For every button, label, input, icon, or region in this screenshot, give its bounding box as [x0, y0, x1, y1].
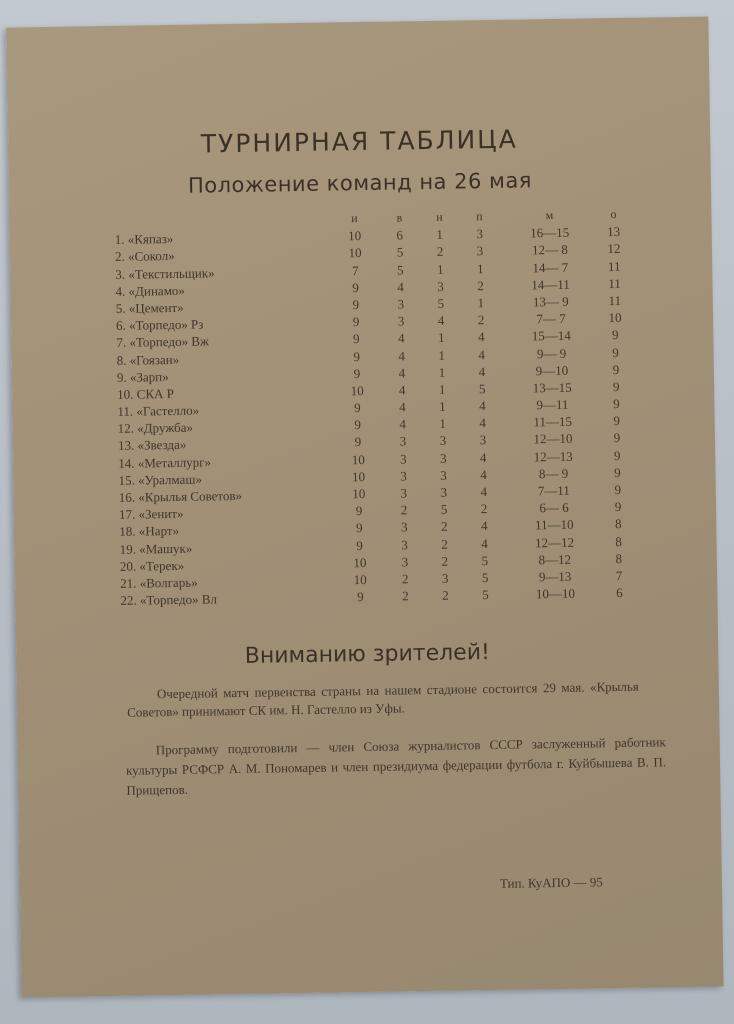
- cell-games: 10: [352, 485, 366, 502]
- cell-games: 9: [352, 331, 360, 347]
- cell-draws: 1: [439, 415, 447, 432]
- cell-draws: 2: [440, 519, 448, 535]
- cell-games: 9: [356, 537, 363, 553]
- cell-goals: 9—10: [535, 362, 569, 378]
- cell-draws: 3: [439, 433, 447, 449]
- cell-name: 6. «Торпедо» Рз: [116, 316, 204, 334]
- cell-losses: 4: [481, 535, 488, 551]
- cell-draws: 2: [441, 553, 449, 569]
- col-wins-header: в: [396, 210, 403, 225]
- cell-losses: 5: [481, 552, 489, 568]
- cell-draws: 1: [436, 226, 444, 243]
- cell-points: 9: [614, 499, 622, 515]
- cell-name: 5. «Цемент»: [115, 299, 184, 316]
- cell-goals: 12—13: [533, 448, 573, 464]
- cell-losses: 4: [479, 398, 486, 414]
- cell-wins: 5: [396, 261, 404, 278]
- cell-name: 13. «Звезда»: [117, 437, 187, 454]
- cell-games: 9: [354, 434, 362, 450]
- cell-wins: 4: [397, 279, 404, 295]
- cell-draws: 1: [438, 381, 446, 397]
- cell-wins: 4: [399, 416, 407, 432]
- cell-wins: 3: [400, 468, 407, 484]
- cell-wins: 3: [400, 485, 408, 501]
- cell-losses: 5: [478, 380, 486, 397]
- cell-points: 9: [614, 464, 621, 480]
- cell-wins: 3: [401, 554, 409, 570]
- cell-wins: 2: [400, 502, 408, 518]
- cell-name: 19. «Машук»: [119, 540, 193, 557]
- cell-points: 9: [612, 344, 619, 360]
- cell-goals: 13— 9: [532, 293, 569, 310]
- table-body: [110, 223, 656, 610]
- cell-draws: 4: [437, 312, 445, 328]
- cell-draws: 2: [436, 244, 444, 260]
- cell-points: 9: [613, 396, 620, 412]
- cell-wins: 3: [399, 450, 407, 467]
- cell-name: 10. СКА Р: [117, 385, 175, 402]
- cell-name: 7. «Торпедо» Вж: [116, 333, 210, 351]
- cell-points: 12: [607, 241, 621, 257]
- cell-losses: 4: [480, 484, 488, 500]
- cell-points: 11: [608, 292, 622, 309]
- cell-goals: 9— 9: [536, 345, 567, 361]
- cell-goals: 8—12: [538, 551, 572, 568]
- cell-losses: 4: [478, 346, 485, 362]
- cell-losses: 2: [477, 312, 485, 328]
- cell-name: 20. «Терек»: [119, 557, 185, 574]
- cell-name: 1. «Кяпаз»: [114, 231, 174, 248]
- cell-games: 9: [354, 400, 361, 416]
- col-goals-header: м: [545, 208, 554, 223]
- cell-games: 10: [351, 451, 365, 467]
- cell-losses: 2: [480, 501, 488, 517]
- cell-goals: 14— 7: [532, 259, 569, 275]
- cell-losses: 3: [479, 432, 487, 448]
- cell-goals: 16—15: [530, 224, 570, 241]
- cell-name: 2. «Сокол»: [114, 248, 175, 265]
- cell-losses: 4: [477, 329, 485, 345]
- cell-points: 9: [613, 413, 621, 429]
- cell-name: 3. «Текстильщик»: [115, 264, 215, 282]
- cell-losses: 1: [476, 260, 484, 276]
- cell-draws: 5: [440, 501, 448, 517]
- cell-goals: 7—11: [537, 482, 570, 499]
- cell-wins: 2: [402, 588, 409, 604]
- cell-name: 11. «Гастелло»: [117, 402, 200, 419]
- cell-draws: 1: [438, 364, 446, 380]
- cell-games: 9: [355, 503, 363, 519]
- cell-points: 7: [615, 567, 623, 584]
- cell-name: 16. «Крылья Советов»: [118, 487, 243, 505]
- cell-name: 15. «Уралмаш»: [118, 471, 203, 488]
- cell-wins: 6: [396, 227, 404, 243]
- cell-draws: 3: [439, 450, 447, 466]
- cell-goals: 9—13: [538, 568, 572, 585]
- cell-losses: 4: [478, 363, 486, 379]
- cell-draws: 3: [440, 467, 447, 483]
- cell-losses: 3: [476, 243, 484, 259]
- cell-draws: 1: [436, 261, 444, 277]
- cell-games: 9: [357, 589, 364, 605]
- cell-games: 9: [352, 297, 360, 313]
- cell-points: 9: [613, 430, 621, 446]
- cell-name: 17. «Зенит»: [118, 506, 184, 523]
- cell-points: 6: [616, 585, 623, 601]
- cell-games: 9: [355, 520, 363, 536]
- cell-games: 10: [350, 382, 364, 399]
- cell-goals: 8— 9: [538, 465, 569, 482]
- cell-games: 9: [354, 417, 362, 433]
- cell-losses: 4: [480, 466, 487, 482]
- cell-wins: 3: [399, 433, 407, 449]
- cell-goals: 6— 6: [539, 499, 569, 516]
- cell-points: 8: [615, 550, 623, 566]
- cell-points: 8: [614, 516, 622, 532]
- cell-losses: 5: [482, 587, 489, 603]
- cell-games: 7: [351, 262, 359, 278]
- cell-games: 9: [353, 348, 360, 364]
- cell-points: 13: [607, 224, 621, 240]
- cell-draws: 5: [437, 295, 445, 311]
- cell-name: 18. «Нарт»: [119, 523, 180, 540]
- cell-points: 9: [611, 327, 619, 343]
- cell-points: 9: [614, 481, 622, 498]
- cell-wins: 3: [401, 536, 408, 552]
- cell-games: 10: [353, 554, 367, 570]
- cell-games: 10: [351, 468, 366, 485]
- cell-points: 9: [612, 378, 620, 394]
- cell-games: 10: [348, 245, 362, 261]
- cell-draws: 1: [438, 347, 445, 363]
- cell-wins: 4: [399, 399, 406, 415]
- cell-goals: 13—15: [532, 379, 572, 396]
- cell-name: 12. «Дружба»: [117, 419, 194, 437]
- cell-name: 14. «Металлург»: [118, 454, 212, 471]
- cell-points: 11: [608, 275, 621, 291]
- cell-games: 9: [352, 314, 360, 330]
- cell-games: 9: [352, 279, 359, 295]
- cell-games: 10: [353, 571, 367, 588]
- cell-goals: 11—15: [533, 413, 573, 430]
- cell-draws: 1: [437, 330, 445, 346]
- standings-table: [109, 205, 655, 609]
- page-title: ТУРНИРНАЯ ТАБЛИЦА: [200, 124, 518, 159]
- program-sheet: [6, 17, 723, 998]
- cell-draws: 2: [441, 536, 448, 552]
- notice-text: Очередной матч первенства страны на нашем стадионе состоится 29 мая. «Крылья Советов» принимают СК им. Н. Гастелло из Уфы.: [127, 678, 639, 720]
- cell-goals: 12— 8: [531, 242, 568, 258]
- col-games-header: и: [351, 211, 358, 226]
- cell-wins: 4: [397, 330, 405, 346]
- cell-goals: 11—10: [534, 517, 574, 533]
- cell-losses: 2: [477, 277, 484, 293]
- cell-goals: 14—11: [531, 276, 570, 293]
- cell-draws: 2: [442, 587, 449, 603]
- printer-imprint: Тип. КуАПО — 95: [499, 874, 603, 891]
- cell-name: 8. «Гоязан»: [116, 351, 180, 368]
- cell-name: 21. «Волгарь»: [120, 574, 198, 591]
- cell-goals: 9—11: [536, 396, 569, 413]
- cell-name: 22. «Торпедо» Вл: [120, 591, 218, 608]
- cell-losses: 1: [477, 295, 485, 311]
- col-points-header: о: [610, 207, 617, 222]
- cell-goals: 10—10: [535, 585, 575, 602]
- cell-goals: 7— 7: [536, 310, 566, 327]
- page-subtitle: Положение команд на 26 мая: [187, 168, 533, 198]
- cell-points: 11: [607, 258, 621, 274]
- cell-wins: 3: [397, 296, 405, 312]
- cell-wins: 3: [400, 519, 408, 535]
- cell-draws: 1: [439, 398, 446, 414]
- cell-name: 4. «Динамо»: [115, 282, 185, 299]
- cell-wins: 2: [401, 571, 409, 587]
- cell-points: 8: [615, 533, 622, 549]
- cell-games: 10: [348, 228, 362, 244]
- col-losses-header: п: [476, 209, 483, 224]
- cell-wins: 4: [398, 347, 405, 363]
- cell-name: 9. «Зарп»: [116, 368, 169, 385]
- notice-heading: Вниманию зрителей!: [244, 640, 491, 669]
- cell-goals: 15—14: [531, 328, 571, 344]
- cell-games: 9: [353, 365, 361, 381]
- cell-losses: 3: [476, 226, 484, 242]
- cell-draws: 3: [440, 484, 448, 500]
- cell-points: 10: [608, 310, 622, 326]
- cell-wins: 4: [398, 365, 406, 381]
- cell-losses: 4: [480, 518, 488, 534]
- cell-losses: 5: [481, 570, 489, 586]
- cell-goals: 12—12: [534, 534, 575, 550]
- cell-draws: 3: [437, 278, 444, 294]
- cell-points: 9: [613, 447, 621, 463]
- col-draws-header: н: [436, 209, 443, 224]
- cell-points: 9: [612, 361, 620, 377]
- cell-wins: 4: [398, 382, 406, 398]
- cell-draws: 3: [441, 570, 449, 586]
- credits-text: Программу подготовили — член Союза журналистов СССР заслуженный работник культуры РСФСР А. М. Пономарев и член президиума федерации футбола г. Куйбышева В. П. Прищепов.: [125, 734, 667, 798]
- cell-losses: 4: [479, 415, 487, 431]
- cell-goals: 12—10: [533, 431, 573, 447]
- cell-wins: 5: [396, 244, 404, 260]
- cell-losses: 4: [479, 449, 487, 465]
- cell-wins: 3: [397, 313, 405, 329]
